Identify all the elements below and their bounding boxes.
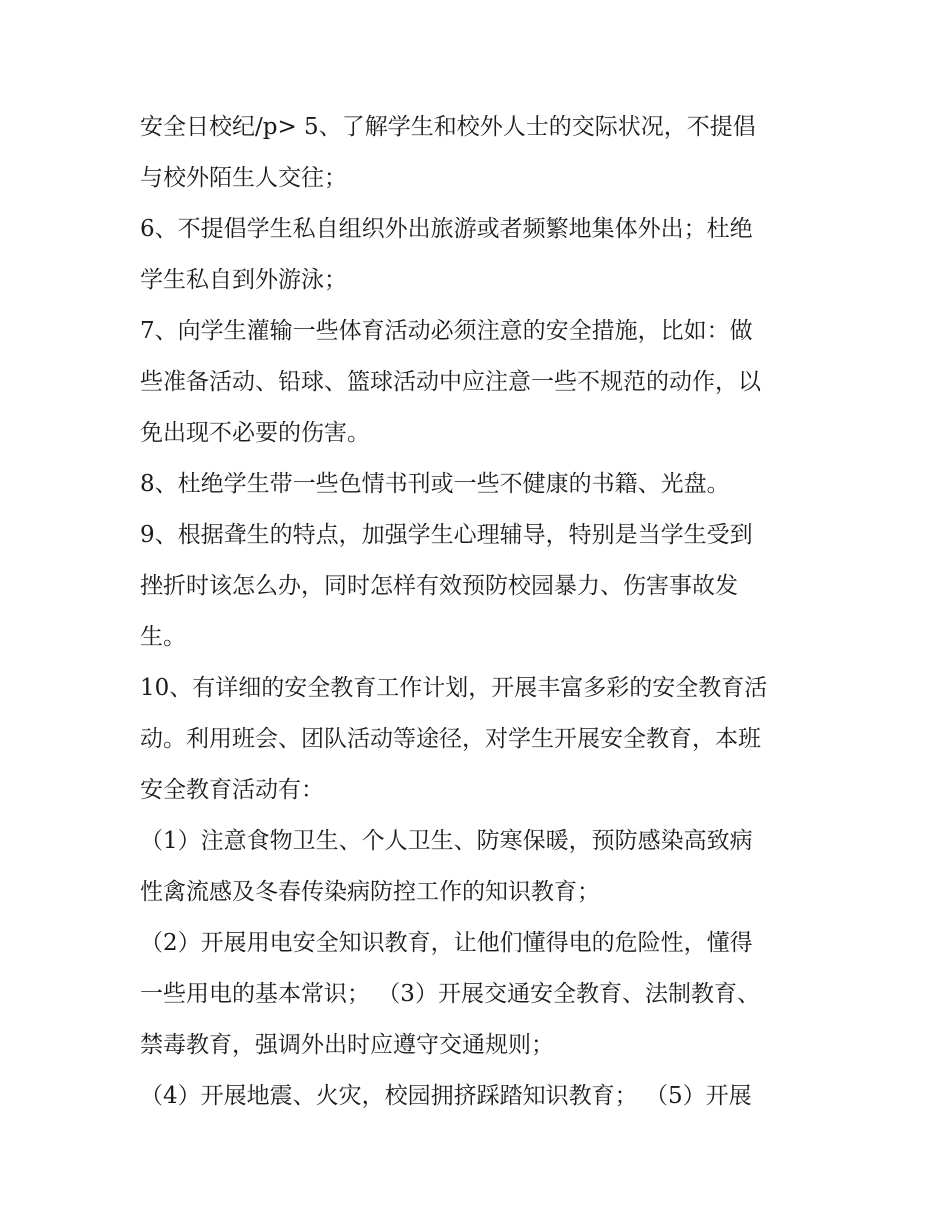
text-line: 10、有详细的安全教育工作计划，开展丰富多彩的安全教育活	[140, 675, 768, 701]
text-line: 7、向学生灌输一些体育活动必须注意的安全措施，比如：做	[140, 318, 753, 344]
text-line: 8、杜绝学生带一些色情书刊或一些不健康的书籍、光盘。	[140, 471, 730, 497]
text-line: 9、根据聋生的特点，加强学生心理辅导，特别是当学生受到	[140, 522, 753, 548]
text-line: 挫折时该怎么办，同时怎样有效预防校园暴力、伤害事故发	[140, 573, 738, 599]
text-line: 一些用电的基本常识； （3）开展交通安全教育、法制教育、	[140, 981, 760, 1007]
text-line: 安全日校纪/p> 5、了解学生和校外人士的交际状况，不提倡	[140, 114, 756, 140]
text-line: 6、不提倡学生私自组织外出旅游或者频繁地集体外出；杜绝	[140, 216, 753, 242]
text-line: （1）注意食物卫生、个人卫生、防寒保暖，预防感染高致病	[140, 828, 753, 854]
text-line: （2）开展用电安全知识教育，让他们懂得电的危险性，懂得	[140, 930, 753, 956]
text-line: 禁毒教育，强调外出时应遵守交通规则；	[140, 1032, 554, 1058]
text-line: 性禽流感及冬春传染病防控工作的知识教育；	[140, 879, 600, 905]
text-line: 免出现不必要的伤害。	[140, 420, 370, 446]
document-body	[140, 102, 830, 1122]
text-line: 些准备活动、铅球、篮球活动中应注意一些不规范的动作，以	[140, 369, 761, 395]
text-line: 安全教育活动有：	[140, 777, 324, 803]
text-line: 与校外陌生人交往；	[140, 165, 347, 191]
text-line: 生。	[140, 624, 186, 650]
text-line: （4）开展地震、火灾，校园拥挤踩踏知识教育； （5）开展	[140, 1083, 752, 1109]
text-line: 动。利用班会、团队活动等途径，对学生开展安全教育，本班	[140, 726, 761, 752]
text-line: 学生私自到外游泳；	[140, 267, 347, 293]
